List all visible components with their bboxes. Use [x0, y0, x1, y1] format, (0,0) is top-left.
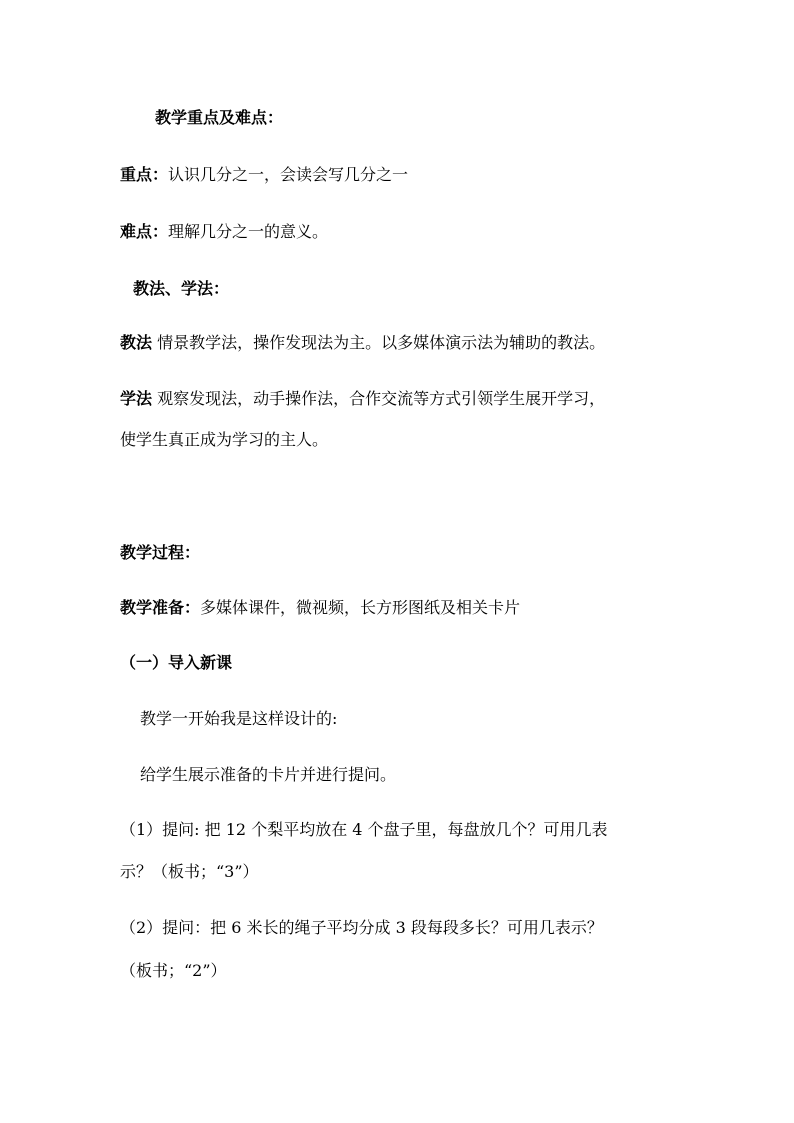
key-point-text: 认识几分之一，会读会写几分之一	[168, 165, 409, 184]
learn-method-line	[120, 389, 605, 409]
question-2-line-1: （2）提问：把 6 米长的绳子平均分成 3 段每段多长？可用几表示？	[120, 918, 603, 937]
heading-methods: 教法、学法：	[133, 279, 230, 298]
difficulty-text: 理解几分之一的意义。	[168, 222, 329, 241]
learn-method-text: 观察发现法，动手操作法，合作交流等方式引领学生展开学习，	[157, 389, 606, 408]
learn-method-label: 学法	[120, 389, 153, 408]
question-1-line-1: （1）提问: 把 12 个梨平均放在 4 个盘子里，每盘放几个？可用几表	[120, 820, 608, 839]
teach-method-line	[120, 333, 605, 353]
teach-method-label: 教法	[120, 333, 153, 352]
prep-line	[120, 598, 520, 618]
heading-key-points: 教学重点及难点：	[155, 108, 284, 127]
key-point-line	[120, 165, 408, 185]
section-intro-title: （一）导入新课	[120, 653, 233, 672]
difficulty-line	[120, 222, 328, 242]
key-point-label: 重点：	[120, 165, 169, 184]
paragraph-design: 教学一开始我是这样设计的:	[140, 709, 338, 728]
question-2-line-2: （板书；“2”）	[120, 961, 227, 980]
prep-label: 教学准备：	[120, 598, 201, 617]
heading-process: 教学过程：	[120, 543, 201, 562]
difficulty-label: 难点：	[120, 222, 169, 241]
learn-method-continuation: 使学生真正成为学习的主人。	[120, 430, 329, 449]
teach-method-text: 情景教学法，操作发现法为主。以多媒体演示法为辅助的教法。	[157, 333, 606, 352]
prep-text: 多媒体课件，微视频，长方形图纸及相关卡片	[200, 598, 521, 617]
question-1-line-2: 示？（板书；“3”）	[120, 862, 259, 881]
paragraph-cards: 给学生展示准备的卡片并进行提问。	[140, 765, 397, 784]
